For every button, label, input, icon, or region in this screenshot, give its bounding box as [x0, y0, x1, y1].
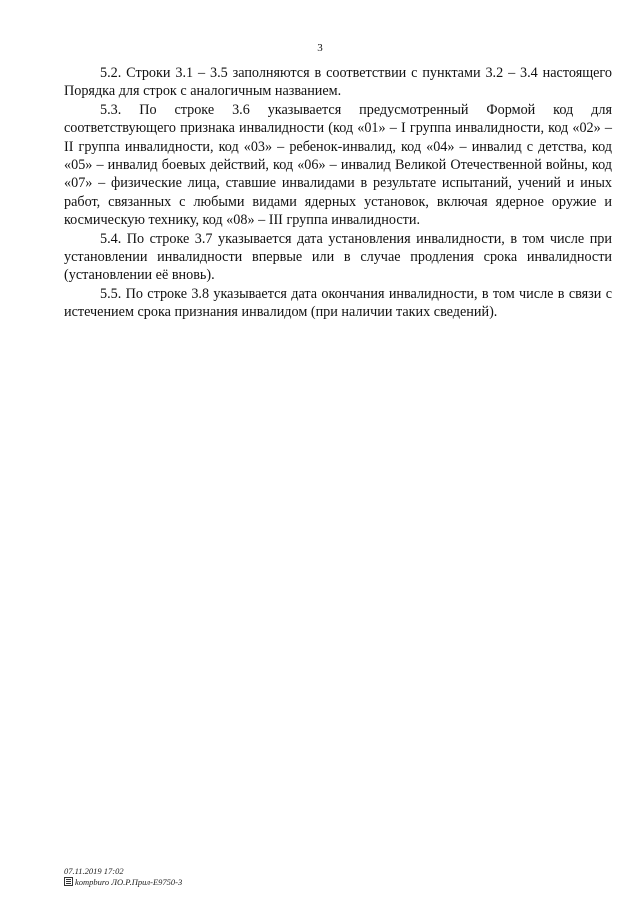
- paragraph-5-3: 5.3. По строке 3.6 указывается предусмотренный Формой код для соответствующего признака инвалидности (код «01» – I группа инвалидности, код «02» – II группа инвалидности, код «03» – ребенок-инвалид, код «04» – инвалид с детства, код «05» – инвалид боевых действий, код «06» – инвалид Великой Отечественной войны, код «07» – физические лица, ставшие инвалидами в результате испытаний, учений и иных работ, связанных с любыми видами ядерных установок, включая ядерное оружие и космическую технику, код «08» – III группа инвалидности.: [64, 101, 612, 229]
- footer-timestamp: 07.11.2019 17:02: [64, 866, 124, 876]
- document-footer: [64, 866, 182, 888]
- page-number: 3: [317, 42, 323, 54]
- footer-file-line: [64, 877, 182, 888]
- paragraph-5-2: 5.2. Строки 3.1 – 3.5 заполняются в соответствии с пунктами 3.2 – 3.4 настоящего Порядка для строк с аналогичным названием.: [64, 65, 612, 100]
- paragraph-5-4: 5.4. По строке 3.7 указывается дата установления инвалидности, в том числе при установлении инвалидности впервые или в случае продления срока инвалидности (установлении её вновь).: [64, 230, 612, 284]
- paragraph-5-5: 5.5. По строке 3.8 указывается дата окончания инвалидности, в том числе в связи с истечением срока признания инвалидом (при наличии таких сведений).: [64, 285, 612, 321]
- document-body: [64, 64, 612, 322]
- footer-file-path: kompburo ЛО.Р.Прил-Е9750-3: [75, 877, 183, 887]
- document-file-icon: [64, 877, 73, 886]
